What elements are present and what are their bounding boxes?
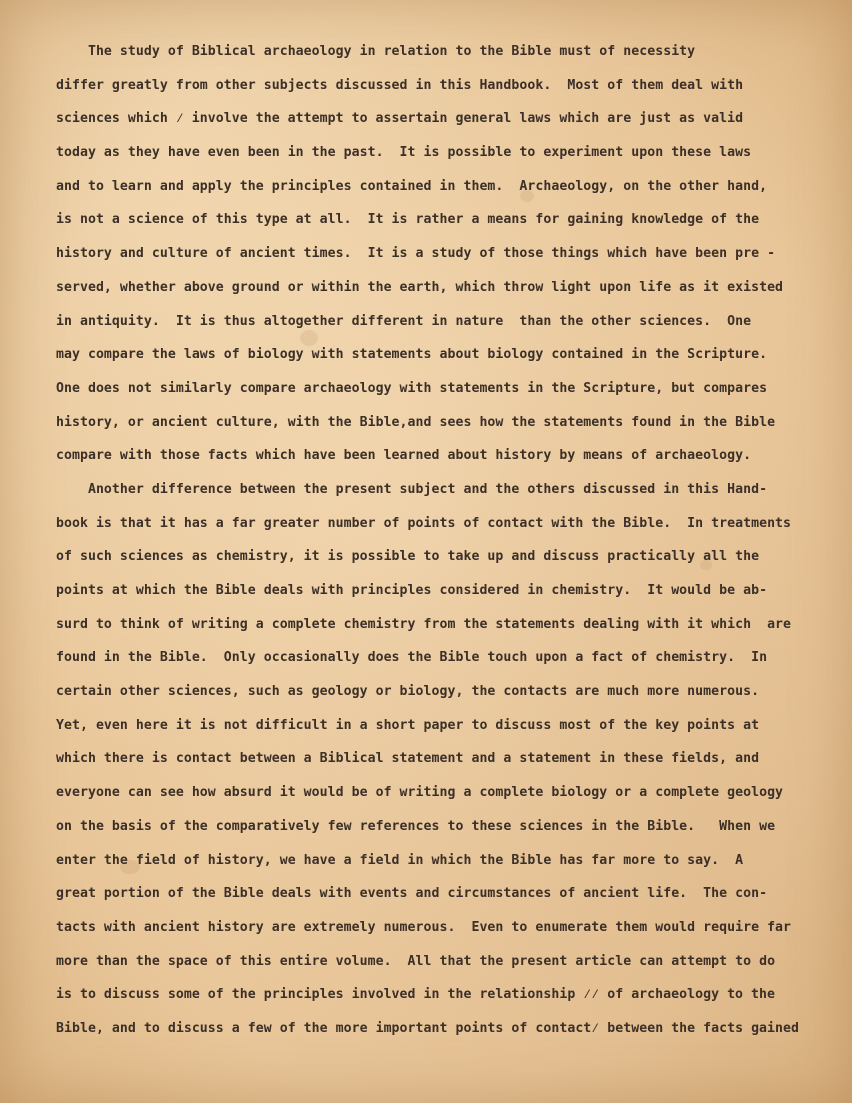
text-line-2: differ greatly from other subjects discussed in this Handbook. Most of them deal with xyxy=(56,77,744,93)
text-line-16: of such sciences as chemistry, it is possible to take up and discuss practically all the xyxy=(56,549,760,565)
text-line-14: Another difference between the present subject and the others discussed in this Hand- xyxy=(56,481,768,497)
text-line-11: One does not similarly compare archaeology with statements in the Scripture, but compares xyxy=(56,380,768,396)
text-line-27: tacts with ancient history are extremely numerous. Even to enumerate them would require far xyxy=(56,919,792,935)
text-line-4: today as they have even been in the past. It is possible to experiment upon these laws xyxy=(56,145,752,161)
text-line-28: more than the space of this entire volume. All that the present article can attempt to do xyxy=(56,953,776,969)
text-line-1: The study of Biblical archaeology in relation to the Bible must of necessity xyxy=(56,44,696,59)
text-line-20: certain other sciences, such as geology or biology, the contacts are much more numerous. xyxy=(56,684,760,700)
text-line-9: in antiquity. It is thus altogether different in nature than the other sciences. One xyxy=(56,313,752,329)
text-line-3: sciences which ⁄ involve the attempt to assertain general laws which are just as valid xyxy=(56,111,744,127)
text-line-29: is to discuss some of the principles involved in the relationship ⁄⁄ of archaeology to the xyxy=(56,987,776,1003)
text-line-15: book is that it has a far greater number of points of contact with the Bible. In treatments xyxy=(56,515,792,531)
text-line-7: history and culture of ancient times. It is a study of those things which have been pre - xyxy=(56,246,776,262)
text-line-26: great portion of the Bible deals with events and circumstances of ancient life. The con- xyxy=(56,886,768,902)
text-line-5: and to learn and apply the principles contained in them. Archaeology, on the other hand, xyxy=(56,178,768,194)
text-line-23: everyone can see how absurd it would be of writing a complete biology or a complete geology xyxy=(56,785,784,801)
text-line-25: enter the field of history, we have a field in which the Bible has far more to say. A xyxy=(56,852,744,868)
text-line-8: served, whether above ground or within the earth, which throw light upon life as it existed xyxy=(56,279,784,295)
text-line-21: Yet, even here it is not difficult in a short paper to discuss most of the key points at xyxy=(56,717,760,733)
text-line-17: points at which the Bible deals with principles considered in chemistry. It would be ab- xyxy=(56,583,768,598)
text-line-24: on the basis of the comparatively few references to these sciences in the Bible. When we xyxy=(56,818,776,834)
text-line-18: surd to think of writing a complete chemistry from the statements dealing with it which are xyxy=(56,616,792,632)
text-line-10: may compare the laws of biology with statements about biology contained in the Scripture. xyxy=(56,347,768,363)
text-line-12: history, or ancient culture, with the Bible,and sees how the statements found in the Bible xyxy=(56,414,776,430)
text-line-30: Bible, and to discuss a few of the more important points of contact⁄ between the facts gained xyxy=(56,1020,800,1036)
text-line-6: is not a science of this type at all. It is rather a means for gaining knowledge of the xyxy=(56,212,760,228)
text-line-22: which there is contact between a Biblical statement and a statement in these fields, and xyxy=(56,751,760,767)
typewritten-body xyxy=(56,42,846,1053)
text-line-19: found in the Bible. Only occasionally does the Bible touch upon a fact of chemistry. In xyxy=(56,650,768,666)
text-line-13: compare with those facts which have been learned about history by means of archaeology. xyxy=(56,448,752,464)
